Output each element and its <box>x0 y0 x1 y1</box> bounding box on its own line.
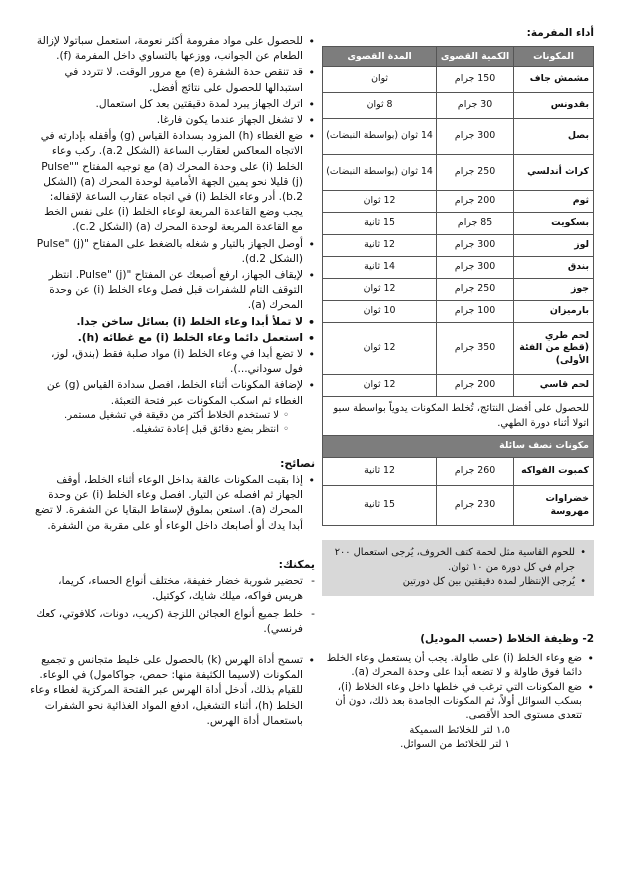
note-item-hard-meat: • للحوم القاسية مثل لحمة كتف الخروف، يُرجى استعمال ٢٠٠ جرام في كل دورة من ١٠ ثوان. <box>330 546 586 575</box>
cell-ingredient: بارميزان <box>514 301 594 323</box>
masher-item: • تسمح أداة الهرس (k) بالحصول على خليط متجانس و تجميع المكونات (لاسيما الكثيفة منها: حمص، جواكامول) في الوعاء. للقيام بذلك، أدخل أداة الهرس عبر الفتحة المركزية لغطاء وعاء الخلط (h)، أثناء التشغيل، ادفع المواد الغذائية نحو الشفرات باستعمال أداة الهرس. <box>30 653 315 729</box>
cell-ingredient: مشمش جاف <box>514 67 594 93</box>
bullet-add-ingredients <box>30 378 315 436</box>
cell-time: 12 ثوان <box>323 279 437 301</box>
bullet-add-text: لإضافة المكونات أثناء الخلط، افصل سدادة القياس (g) عن الغطاء ثم اسكب المكونات عبر فتحة التعبئة. <box>46 379 303 407</box>
bullet-hot-liquid: • لا تملأ أبدا وعاء الخلط (i) بسائل ساخن جدا. <box>30 315 315 330</box>
tips-list <box>30 473 315 534</box>
cell-ingredient: بندق <box>514 257 594 279</box>
table-row <box>323 235 594 257</box>
masher-list <box>30 653 315 729</box>
note-item-wait: • يُرجى الإنتظار لمدة دقيقتين بين كل دورتين <box>330 575 586 590</box>
cell-ingredient: جوز <box>514 279 594 301</box>
cell-ingredient: خضراوات مهروسة <box>514 486 594 526</box>
qty-line-thick: ١،٥ لتر للخلائط السميكة <box>409 724 510 736</box>
table-row <box>323 375 594 397</box>
left-column <box>30 34 315 730</box>
table-title: أداء المفرمة: <box>526 27 594 39</box>
cell-time: 14 ثوان (بواسطة النبضات) <box>323 155 437 191</box>
cell-ingredient: كمبوت الفواكه <box>514 458 594 486</box>
table-row <box>323 486 594 526</box>
sub-bullets <box>30 409 289 437</box>
col-header-ingredients: المكونات <box>514 47 594 67</box>
cell-qty: 250 جرام <box>437 155 514 191</box>
cell-time: 8 ثوان <box>323 93 437 119</box>
cell-time: 14 ثوان (بواسطة النبضات) <box>323 119 437 155</box>
table-span-note: للحصول على أفضل النتائج، تُخلط المكونات يدوياً بواسطة سبو اتولا أثناء دورة الطهي. <box>323 397 594 436</box>
table-row <box>323 323 594 375</box>
cell-qty: 200 جرام <box>437 191 514 213</box>
meat-note-box <box>322 540 594 596</box>
cell-qty: 350 جرام <box>437 323 514 375</box>
can-item-soups: - تحضير شوربة خضار خفيفة، مختلف أنواع الحساء، كريما، هريس فواكه، ميلك شايك، كوكتيل. <box>30 574 315 604</box>
table-row <box>323 119 594 155</box>
blender-list <box>322 652 594 723</box>
col-header-qty: الكمية القصوى <box>437 47 514 67</box>
table-note-row <box>323 397 594 436</box>
right-column <box>322 26 594 752</box>
tip-item: • إذا بقيت المكونات عالقة بداخل الوعاء أثناء الخلط، أوقف الجهاز ثم افصله عن التيار. افصل وعاء الخلط (i) عن وحدة المحرك (a). استعن بملوق لإسقاط البقايا عن الشفرة. لا تضع أبدا يدك أو أصابعك داخل الوعاء أو على مقربة من الشفرة. <box>30 473 315 534</box>
table-row <box>323 257 594 279</box>
col-header-time: المدة القصوى <box>323 47 437 67</box>
cell-qty: 30 جرام <box>437 93 514 119</box>
cell-ingredient: بصل <box>514 119 594 155</box>
table-row <box>323 458 594 486</box>
cell-qty: 260 جرام <box>437 458 514 486</box>
can-list <box>30 574 315 637</box>
bullet-spatula: • للحصول على مواد مفرومة أكثر نعومة، استعمل سباتولا لإزالة الطعام عن الجوانب، ووزعها بالتساوي داخل المفرمة (f). <box>30 34 315 64</box>
table-subheading-row <box>323 436 594 458</box>
cell-ingredient: لحم طري (قطع من الفئة الأولى) <box>514 323 594 375</box>
blender-section <box>322 632 594 752</box>
tips-heading: نصائح: <box>280 456 315 470</box>
cell-qty: 200 جرام <box>437 375 514 397</box>
qty-line-liquid: ١ لتر للخلائط من السوائل. <box>400 738 510 750</box>
blender-item-table: • ضع وعاء الخلط (i) على طاولة. يجب أن يستعمل وعاء الخلط دائما فوق طاولة و لا تضعه أبدا على وحدة المحرك (a). <box>322 652 594 680</box>
cell-time: 12 ثوان <box>323 375 437 397</box>
cell-qty: 100 جرام <box>437 301 514 323</box>
bullet-empty: • لا تشغل الجهاز عندما يكون فارغا. <box>30 113 315 128</box>
cell-ingredient: بقدونس <box>514 93 594 119</box>
cell-time: 12 ثوان <box>323 323 437 375</box>
spacer <box>30 639 315 653</box>
cell-qty: 300 جرام <box>437 235 514 257</box>
cell-time: 12 ثانية <box>323 458 437 486</box>
cell-ingredient: لحم قاسي <box>514 375 594 397</box>
cell-time: 15 ثانية <box>323 213 437 235</box>
table-subheading: مكونات نصف سائلة <box>323 436 594 458</box>
performance-table <box>322 46 594 526</box>
table-row <box>323 301 594 323</box>
sub-bullet-wait: ◦ انتظر بضع دقائق قبل إعادة تشغيله. <box>30 423 289 437</box>
bullet-cooldown: • اترك الجهاز يبرد لمدة دقيقتين بعد كل استعمال. <box>30 97 315 112</box>
table-row <box>323 155 594 191</box>
spacer <box>30 438 315 456</box>
can-heading: يمكنك: <box>278 557 315 571</box>
blender-item-ingredients: • ضع المكونات التي ترغب في خلطها داخل وعاء الخلاط (i)، بسكب السوائل أولاً، ثم المكونات الجامدة بعد ذلك، دون أن تتعدى مستوى الحد الأقصى. <box>322 681 594 723</box>
table-header-row <box>323 47 594 67</box>
cell-ingredient: لوز <box>514 235 594 257</box>
bullet-solids: • لا تضع أبدا في وعاء الخلط (i) مواد صلبة فقط (بندق، لوز، فول سوداني...). <box>30 347 315 377</box>
cell-time: 10 ثوان <box>323 301 437 323</box>
table-row <box>323 191 594 213</box>
cell-qty: 230 جرام <box>437 486 514 526</box>
bullet-pulse-stop: • لإيقاف الجهاز، ارفع أصبعك عن المفتاح "Pulse" (j). انتظر التوقف التام للشفرات قبل فصل وعاء الخلط (i) عن وحدة المحرك (a). <box>30 268 315 314</box>
cell-ingredient: ثوم <box>514 191 594 213</box>
cell-time: 12 ثوان <box>323 191 437 213</box>
table-row <box>323 213 594 235</box>
cell-time: 14 ثانية <box>323 257 437 279</box>
table-row <box>323 67 594 93</box>
cell-qty: 300 جرام <box>437 119 514 155</box>
cell-ingredient: بسكويت <box>514 213 594 235</box>
cell-qty: 250 جرام <box>437 279 514 301</box>
cell-time: 12 ثانية <box>323 235 437 257</box>
usage-bullets <box>30 34 315 437</box>
cell-qty: 300 جرام <box>437 257 514 279</box>
note-list <box>330 546 586 590</box>
spacer <box>30 535 315 557</box>
table-row <box>323 93 594 119</box>
bullet-assembly: • ضع الغطاء (h) المزود بسدادة القياس (g) وأقفله بإدارته في الاتجاه المعاكس لعقارب الساعة (الشكل 2.a). ركب وعاء الخلط (i) على وحدة المحرك (a) مع توجيه المفتاح "Pulse" (j) قليلا نحو يمين الجهة الأمامية لوحدة المحرك (a) (الشكل 2.b). أدر وعاء الخلط (i) في اتجاه عقارب الساعة لإقفاله: يجب وضع القاعدة المربعة لوعاء الخلط (i) على نفس الخط مع القاعدة المربعة لوحدة المحرك (a) (الشكل 2.c). <box>30 129 315 235</box>
bullet-pulse-start: • أوصل الجهاز بالتيار و شغله بالضغط على المفتاح "Pulse" (j) (الشكل 2.d). <box>30 237 315 267</box>
can-item-doughs: - خلط جميع أنواع العجائن اللزجة (كريب، دونات، كلافوتي، كعك فرنسي). <box>30 607 315 637</box>
bullet-blade: • قد تنقص حدة الشفرة (e) مع مرور الوقت. لا تتردد في استبدالها للحصول على نتائج أفضل. <box>30 65 315 95</box>
cell-time: ثوان <box>323 67 437 93</box>
cell-time: 15 ثانية <box>323 486 437 526</box>
cell-qty: 85 جرام <box>437 213 514 235</box>
cell-qty: 150 جرام <box>437 67 514 93</box>
blender-section-title: 2- وظيفة الخلاط (حسب الموديل) <box>420 632 594 645</box>
table-row <box>323 279 594 301</box>
bullet-lid: • استعمل دائما وعاء الخلط (i) مع غطائه (h). <box>30 331 315 346</box>
cell-ingredient: كراث أندلسي <box>514 155 594 191</box>
sub-bullet-continuous: ◦ لا تستخدم الخلاط أكثر من دقيقة في تشغيل مستمر. <box>30 409 289 423</box>
